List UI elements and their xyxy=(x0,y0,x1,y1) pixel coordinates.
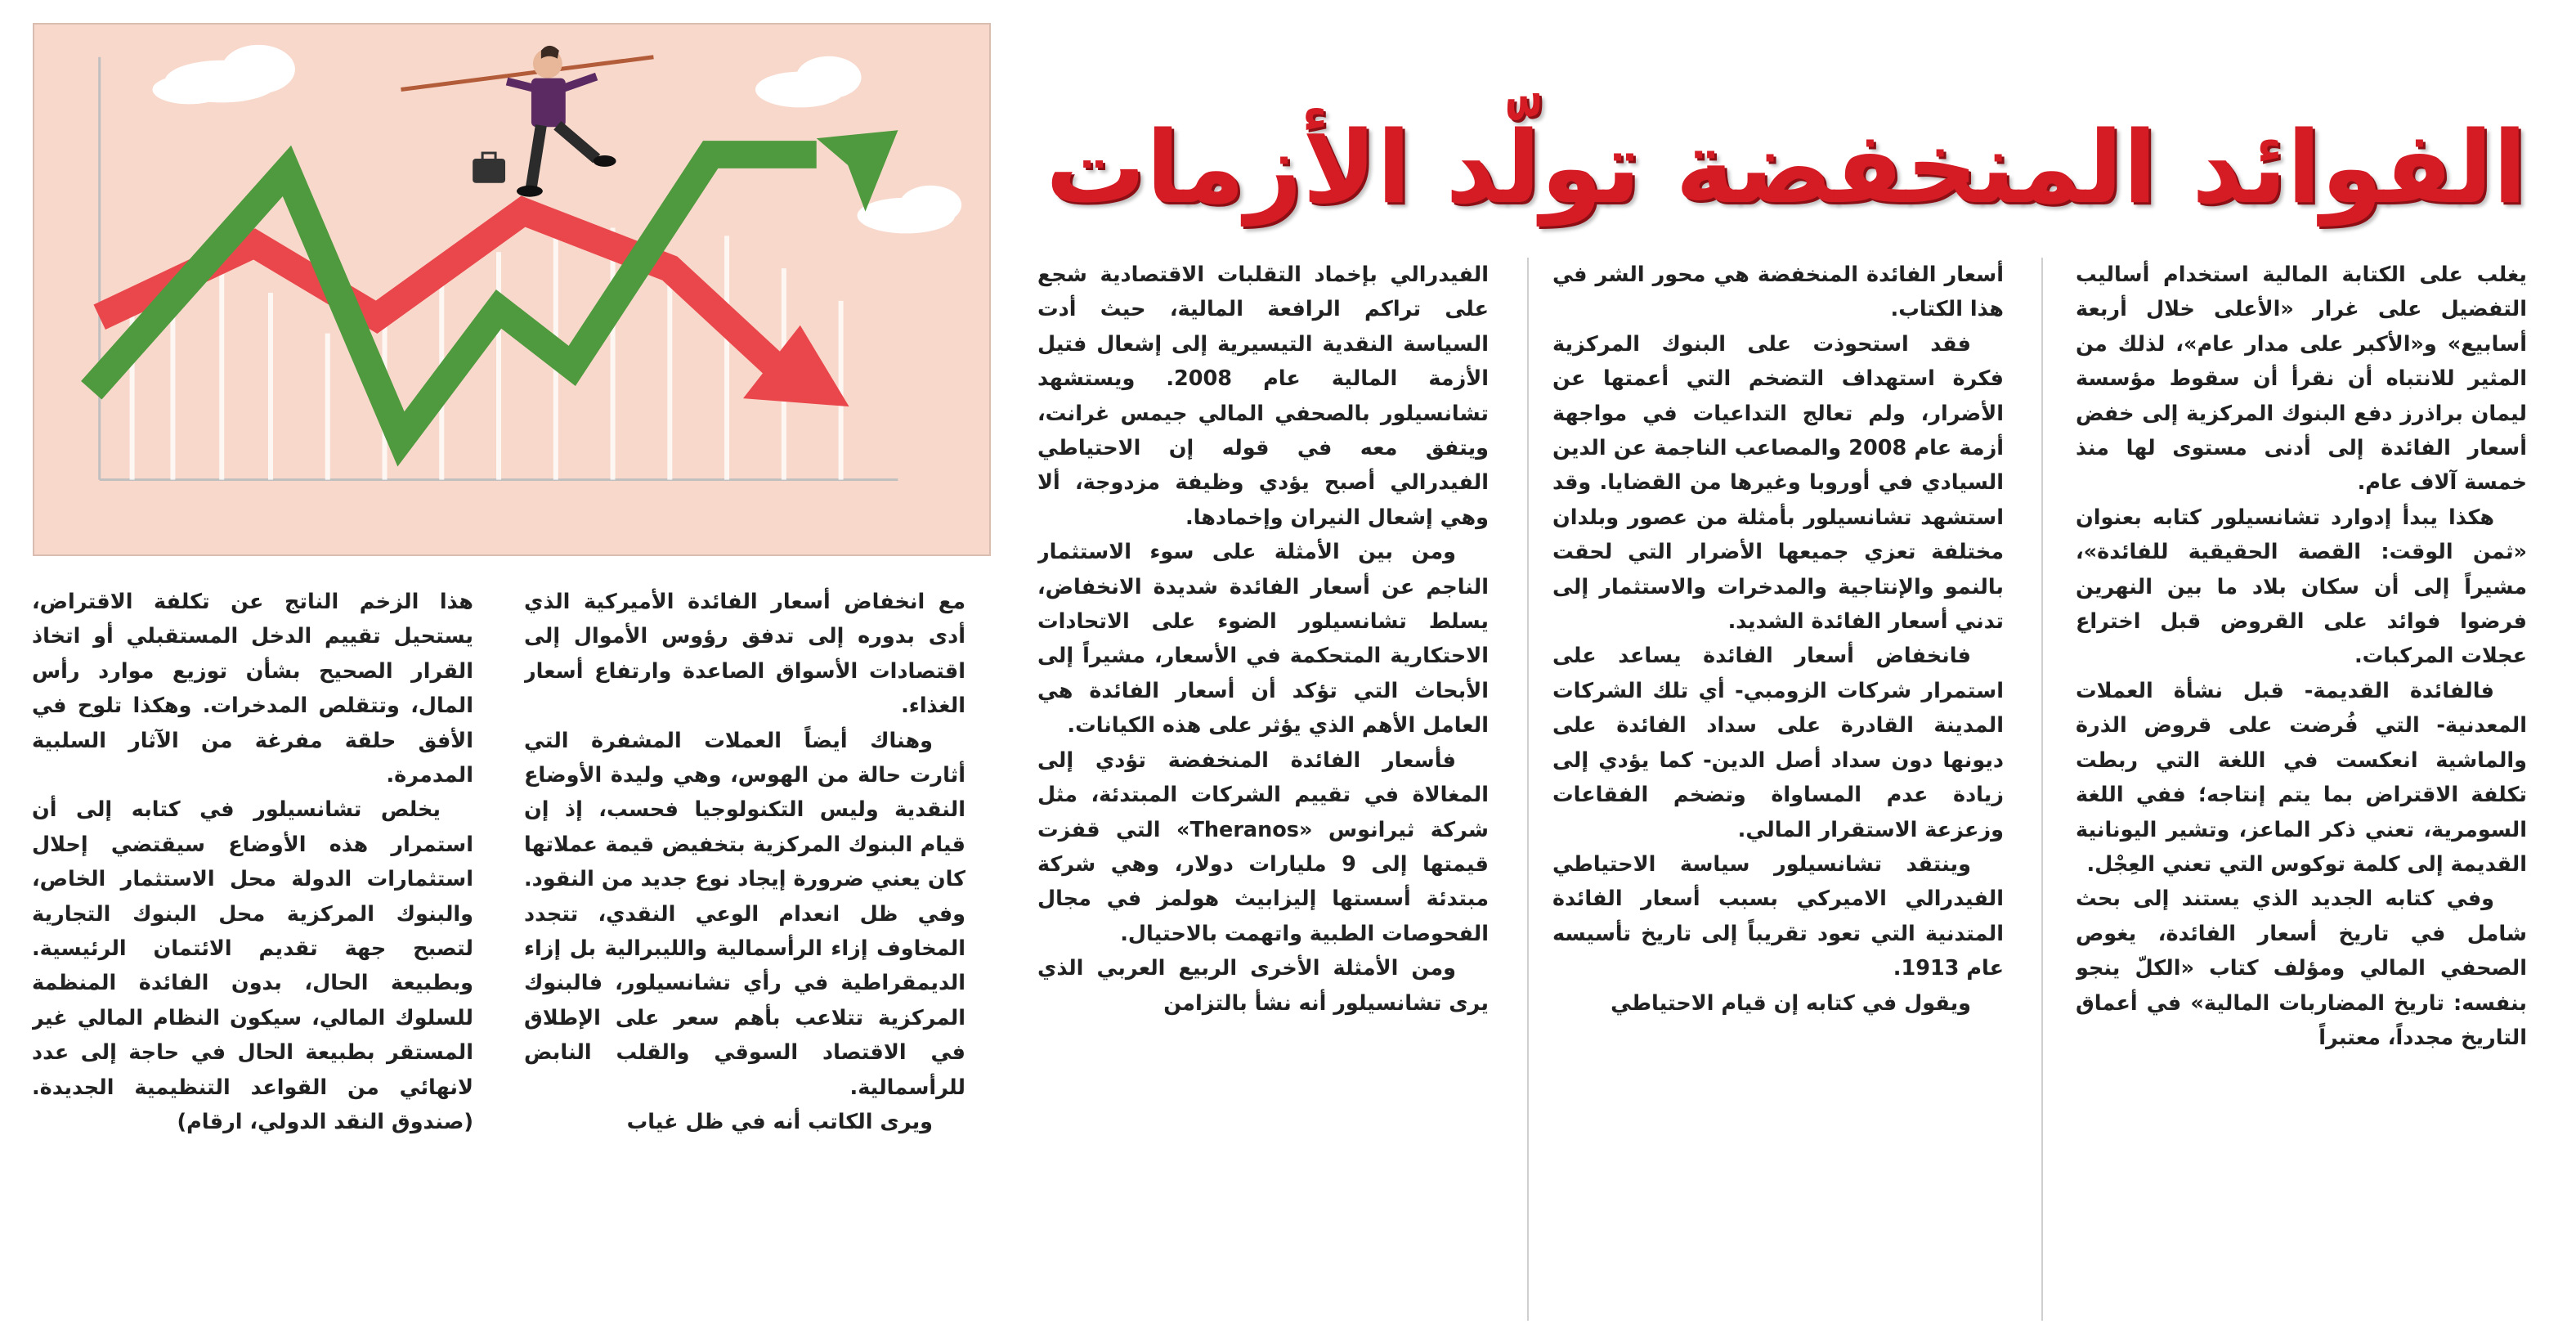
paragraph: أسعار الفائدة المنخفضة هي محور الشر في هذا الكتاب. xyxy=(1552,263,2004,322)
paragraph: ويقول في كتابه إن قيام الاحتياطي xyxy=(1611,990,1971,1016)
chart-illustration xyxy=(34,25,989,554)
paragraph: فأسعار الفائدة المنخفضة تؤدي إلى المغالاة في تقييم الشركات المبتدئة، مثل شركة ثيرانوس «Theranos» التي قفزت قيمتها إلى 9 مليارات دولار، وهي شركة مبتدئة أسستها إليزابيث هولمز في مجال الفحوصات الطبية واتهمت بالاحتيال. xyxy=(1037,747,1489,946)
paragraph: فقد استحوذت على البنوك المركزية فكرة استهداف التضخم التي أعمتها عن الأضرار، ولم تعالج التداعيات في مواجهة أزمة عام 2008 والمصاعب الناجمة عن الدين السيادي في أوروبا وغيرها من القضايا. وقد استشهد تشانسيلور بأمثلة من عصور وبلدان مختلفة تعزي جميعها الأضرار التي لحقت بالنمو والإنتاجية والمدخرات والاستثمار إلى تدني أسعار الفائدة الشديد. xyxy=(1552,331,2004,635)
headline: الفوائد المنخفضة تولّد الأزمات xyxy=(1045,110,2527,226)
article-column-2 xyxy=(1552,258,2004,1321)
paragraph: مع انخفاض أسعار الفائدة الأميركية الذي أدى بدوره إلى تدفق رؤوس الأموال إلى اقتصادات الأسواق الصاعدة وارتفاع أسعار الغذاء. xyxy=(524,590,965,719)
column-divider xyxy=(2041,258,2043,1321)
article-column-1 xyxy=(2076,258,2527,1321)
paragraph: ومن الأمثلة الأخرى الربيع العربي الذي يرى تشانسيلور أنه نشأ بالتزامن xyxy=(1037,956,1489,1016)
article-column-4 xyxy=(524,585,965,1321)
column-divider xyxy=(1527,258,1529,1321)
article-illustration xyxy=(33,23,991,556)
paragraph: هكذا يبدأ إدوارد تشانسيلور كتابه بعنوان «ثمن الوقت: القصة الحقيقية للفائدة»، مشيراً إلى أن سكان بلاد ما بين النهرين فرضوا فوائد على القروض قبل اختراع عجلات المركبات. xyxy=(2076,505,2527,669)
paragraph: وفي كتابه الجديد الذي يستند إلى بحث شامل في تاريخ أسعار الفائدة، يغوص الصحفي المالي ومؤلف كتاب «الكلّ ينجو بنفسه: تاريخ المضاربات المالية» في أعماق التاريخ مجدداً، معتبراً xyxy=(2076,886,2527,1050)
paragraph: ومن بين الأمثلة على سوء الاستثمار الناجم عن أسعار الفائدة شديدة الانخفاض، يسلط تشانسيلور الضوء على الاتحادات الاحتكارية المتحكمة في الأسعار، مشيراً إلى الأبحاث التي تؤكد أن أسعار الفائدة هي العامل الأهم الذي يؤثر على هذه الكيانات. xyxy=(1037,540,1489,738)
paragraph: وينتقد تشانسيلور سياسة الاحتياطي الفيدرالي الاميركي بسبب أسعار الفائدة المتدنية التي تعود تقريباً إلى تاريخ تأسيسه عام 1913. xyxy=(1552,851,2004,981)
paragraph: الفيدرالي بإخماد التقلبات الاقتصادية شجع على تراكم الرافعة المالية، حيث أدت السياسة النقدية التيسيرية إلى إشعال فتيل الأزمة المالية عام 2008. ويستشهد تشانسيلور بالصحفي المالي جيمس غرانت، ويتفق معه في قوله إن الاحتياطي الفيدرالي أصبح يؤدي وظيفة مزدوجة، ألا وهي إشعال النيران وإخمادها. xyxy=(1037,263,1489,530)
paragraph: وهناك أيضاً العملات المشفرة التي أثارت حالة من الهوس، وهي وليدة الأوضاع النقدية وليس التكنولوجيا فحسب، إذ إن قيام البنوك المركزية بتخفيض قيمة عملاتها كان يعني ضرورة إيجاد نوع جديد من النقود. وفي ظل انعدام الوعي النقدي، تتجدد المخاوف إزاء الرأسمالية والليبرالية بل إزاء الديمقراطية في رأي تشانسيلور، فالبنوك المركزية تتلاعب بأهم سعر على الإطلاق في الاقتصاد السوقي والقلب النابض للرأسمالية. xyxy=(524,728,965,1100)
paragraph: فالفائدة القديمة- قبل نشأة العملات المعدنية- التي فُرضت على قروض الذرة والماشية انعكست في اللغة التي ربطت تكلفة الاقتراض بما يتم إنتاجه؛ ففي اللغة السومرية، تعني ذكر الماعز، وتشير اليونانية القديمة إلى كلمة توكوس التي تعني العِجْل. xyxy=(2076,678,2527,877)
paragraph: فانخفاض أسعار الفائدة يساعد على استمرار شركات الزومبي- أي تلك الشركات المدينة القادرة على سداد الفائدة على ديونها دون سداد أصل الدين- كما يؤدي إلى زيادة عدم المساواة وتضخم الفقاعات وزعزعة الاستقرار المالي. xyxy=(1552,644,2004,842)
paragraph: يخلص تشانسيلور في كتابه إلى أن استمرار هذه الأوضاع سيقتضي إحلال استثمارات الدولة محل الاستثمار الخاص، والبنوك المركزية محل البنوك التجارية لتصبح جهة تقديم الائتمان الرئيسية. وبطبيعة الحال، بدون الفائدة المنظمة للسلوك المالي، سيكون النظام المالي غير المستقر بطبيعة الحال في حاجة إلى عدد لانهائي من القواعد التنظيمية الجديدة. (صندوق النقد الدولي، ارقام) xyxy=(32,797,473,1135)
paragraph: ويرى الكاتب أنه في ظل غياب xyxy=(626,1110,933,1135)
article-column-3 xyxy=(1037,258,1489,1321)
paragraph: يغلب على الكتابة المالية استخدام أساليب التفضيل على غرار «الأعلى خلال أربعة أسابيع» و«الأكبر على مدار عام»، لذلك من المثير للانتباه أن نقرأ أن سقوط مؤسسة ليمان براذرز دفع البنوك المركزية إلى خفض أسعار الفائدة إلى أدنى مستوى لها منذ خمسة آلاف عام. xyxy=(2076,263,2527,496)
paragraph: هذا الزخم الناتج عن تكلفة الاقتراض، يستحيل تقييم الدخل المستقبلي أو اتخاذ القرار الصحيح بشأن توزيع موارد رأس المال، وتتقلص المدخرات. وهكذا تلوح في الأفق حلقة مفرغة من الآثار السلبية المدمرة. xyxy=(32,590,473,788)
article-column-5 xyxy=(32,585,473,1321)
